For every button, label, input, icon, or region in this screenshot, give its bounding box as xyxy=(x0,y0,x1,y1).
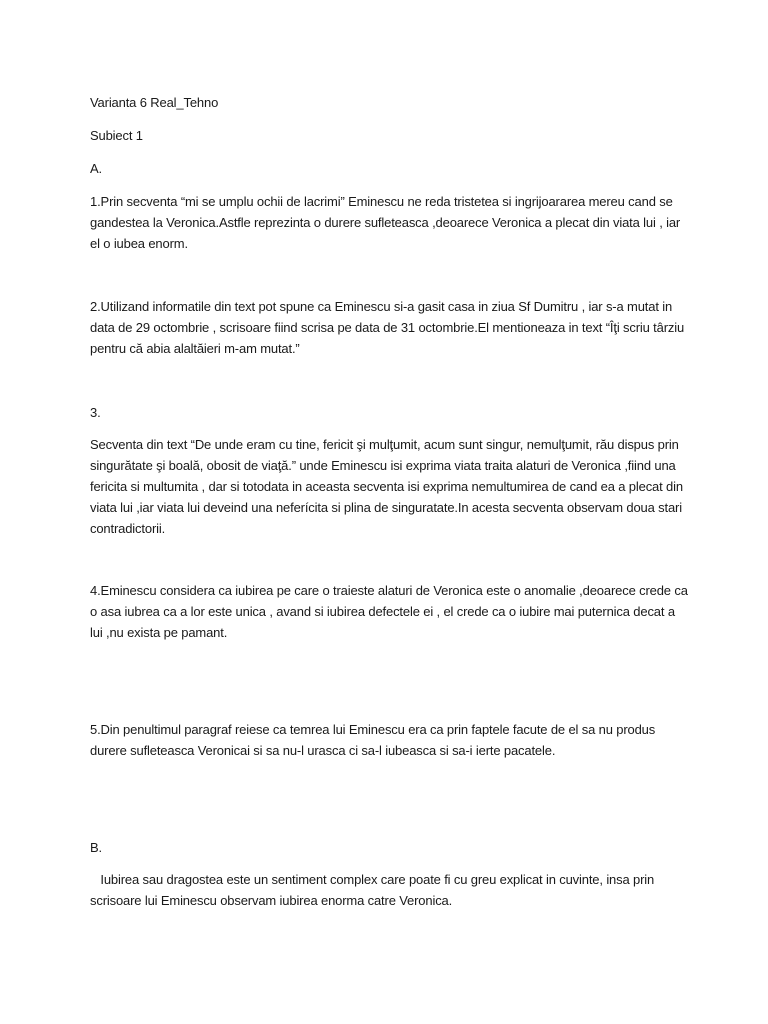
document-title: Varianta 6 Real_Tehno xyxy=(90,95,219,110)
answer-3-number: 3. xyxy=(90,405,101,420)
section-a-heading: A. xyxy=(90,161,102,176)
answer-5-paragraph: 5.Din penultimul paragraf reiese ca temrea lui Eminescu era ca prin faptele facute de el sa nu produs durere sufleteasca Veronicai si sa nu-l urasca ci sa-l iubeasca si sa-i ierte pacatele. xyxy=(90,722,656,758)
section-b-heading: B. xyxy=(90,840,102,855)
answer-2-paragraph: 2.Utilizand informatile din text pot spune ca Eminescu si-a gasit casa in ziua Sf Dumitru , iar s-a mutat in data de 29 octombrie , scrisoare fiind scrisa pe data de 31 octombrie.El mentioneaza in text “Îţi scriu târziu pentru că abia alaltăieri m-am mutat.” xyxy=(90,299,685,356)
answer-b-paragraph: Iubirea sau dragostea este un sentiment complex care poate fi cu greu explicat in cuvinte, insa prin scrisoare lui Eminescu observam iubirea enorma catre Veronica. xyxy=(90,872,658,908)
answer-3-paragraph: Secventa din text “De unde eram cu tine, fericit şi mulţumit, acum sunt singur, nemulţumit, rău dispus prin singurătate şi boală, obosit de viaţă.” unde Eminescu isi exprima viata traita alaturi de Veronica ,fiind una fericita si multumita , dar si totodata in aceasta secventa isi exprima nemultumirea de cand ea a plecat din viata lui ,iar viata lui deveind una neferícita si plina de singuratate.In acesta secventa observam doua stari contradictorii. xyxy=(90,437,683,536)
subject-heading: Subiect 1 xyxy=(90,128,143,143)
answer-4-paragraph: 4.Eminescu considera ca iubirea pe care o traieste alaturi de Veronica este o anomalie ,deoarece crede ca o asa iubrea ca a lor este unica , avand si iubirea defectele ei , el crede ca o iubire mai puternica decat a lui ,nu exista pe pamant. xyxy=(90,583,688,640)
answer-1-paragraph: 1.Prin secventa “mi se umplu ochii de lacrimi” Eminescu ne reda tristetea si ingrijoararea mereu cand se gandestea la Veronica.Astfle reprezinta o durere sufleteasca ,deoarece Veronica a plecat din viata lui , iar el o iubea enorm. xyxy=(90,194,681,251)
